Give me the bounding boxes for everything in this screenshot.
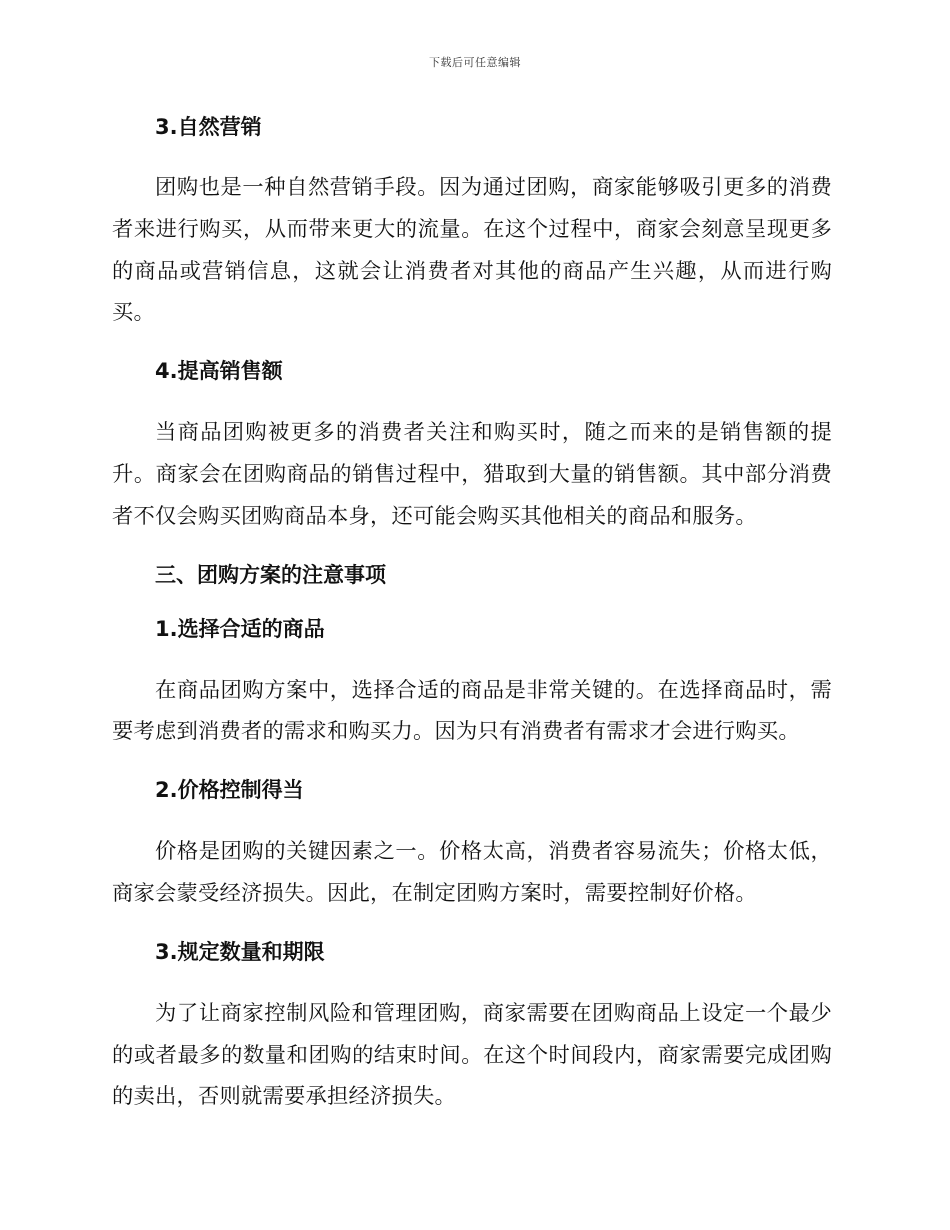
paragraph-quantity-deadline: 为了让商家控制风险和管理团购，商家需要在团购商品上设定一个最少的或者最多的数量和团购的结束时间。在这个时间段内，商家需要完成团购的卖出，否则就需要承担经济损失。 <box>112 1000 832 1110</box>
document-body <box>112 108 832 1118</box>
heading-quantity-deadline: 3.规定数量和期限 <box>155 939 325 964</box>
paragraph-increase-sales: 当商品团购被更多的消费者关注和购买时，随之而来的是销售额的提升。商家会在团购商品的销售过程中，猎取到大量的销售额。其中部分消费者不仅会购买团购商品本身，还可能会购买其他相关的商品和服务。 <box>112 420 832 529</box>
paragraph-price-control: 价格是团购的关键因素之一。价格太高，消费者容易流失；价格太低，商家会蒙受经济损失。因此，在制定团购方案时，需要控制好价格。 <box>112 839 832 906</box>
paragraph-choose-goods: 在商品团购方案中，选择合适的商品是非常关键的。在选择商品时，需要考虑到消费者的需求和购买力。因为只有消费者有需求才会进行购买。 <box>112 677 832 745</box>
section-heading-notes: 三、团购方案的注意事项 <box>155 562 386 587</box>
heading-price-control: 2.价格控制得当 <box>155 778 304 803</box>
heading-increase-sales: 4.提高销售额 <box>155 359 283 384</box>
heading-natural-marketing: 3.自然营销 <box>155 115 262 139</box>
paragraph-natural-marketing: 团购也是一种自然营销手段。因为通过团购，商家能够吸引更多的消费者来进行购买，从而带来更大的流量。在这个过程中，商家会刻意呈现更多的商品或营销信息，这就会让消费者对其他的商品产生兴趣，从而进行购买。 <box>112 175 832 326</box>
heading-choose-goods: 1.选择合适的商品 <box>155 616 325 641</box>
header-note: 下载后可任意编辑 <box>429 56 521 69</box>
